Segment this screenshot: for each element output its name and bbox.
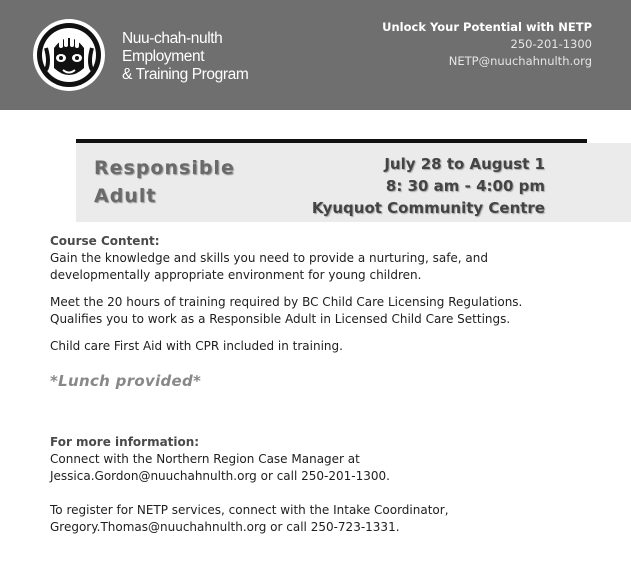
- org-name-line1: Nuu-chah-nulth: [122, 30, 223, 47]
- content-p1-line1: Gain the knowledge and skills you need to provide a nurturing, safe, and: [50, 251, 488, 265]
- course-title-line1: Responsible: [94, 157, 235, 179]
- org-name-line2: Employment: [122, 48, 205, 65]
- content-p3: Child care First Aid with CPR included in training.: [50, 339, 343, 353]
- content-p2-line2: Qualifies you to work as a Responsible Adult in Licensed Child Care Settings.: [50, 312, 511, 326]
- header-phone: 250-201-1300: [510, 37, 592, 51]
- header-email: NETP@nuuchahnulth.org: [448, 54, 592, 68]
- org-logo-icon: [32, 18, 106, 92]
- org-name-line3: & Training Program: [122, 66, 249, 83]
- more-info-heading: For more information:: [50, 435, 200, 449]
- content-p1-line2: developmentally appropriate environment for young children.: [50, 268, 422, 282]
- requirements-paragraph: [50, 294, 522, 328]
- content-p2-line1: Meet the 20 hours of training required by BC Child Care Licensing Regulations.: [50, 295, 523, 309]
- header-banner: [0, 0, 631, 110]
- first-aid-paragraph: [50, 338, 343, 355]
- course-content-section: [50, 233, 488, 284]
- registration-section: [50, 502, 449, 536]
- course-location: Kyuquot Community Centre: [311, 199, 545, 217]
- tagline: Unlock Your Potential with NETP: [382, 20, 592, 34]
- register-line1: To register for NETP services, connect with the Intake Coordinator,: [50, 503, 449, 517]
- register-line2: Gregory.Thomas@nuuchahnulth.org or call 250-723-1331.: [50, 520, 400, 534]
- course-dates: July 28 to August 1: [384, 155, 545, 173]
- course-time: 8: 30 am - 4:00 pm: [385, 177, 545, 195]
- course-title: [94, 154, 235, 210]
- org-name: [122, 30, 248, 84]
- more-info-line2: Jessica.Gordon@nuuchahnulth.org or call 250-201-1300.: [50, 469, 390, 483]
- course-title-line2: Adult: [94, 185, 157, 207]
- more-info-line1: Connect with the Northern Region Case Manager at: [50, 452, 360, 466]
- lunch-note: *Lunch provided*: [50, 372, 202, 390]
- course-content-heading: Course Content:: [50, 234, 160, 248]
- header-contact: [382, 19, 592, 70]
- course-schedule: [312, 153, 545, 219]
- more-info-section: [50, 434, 390, 485]
